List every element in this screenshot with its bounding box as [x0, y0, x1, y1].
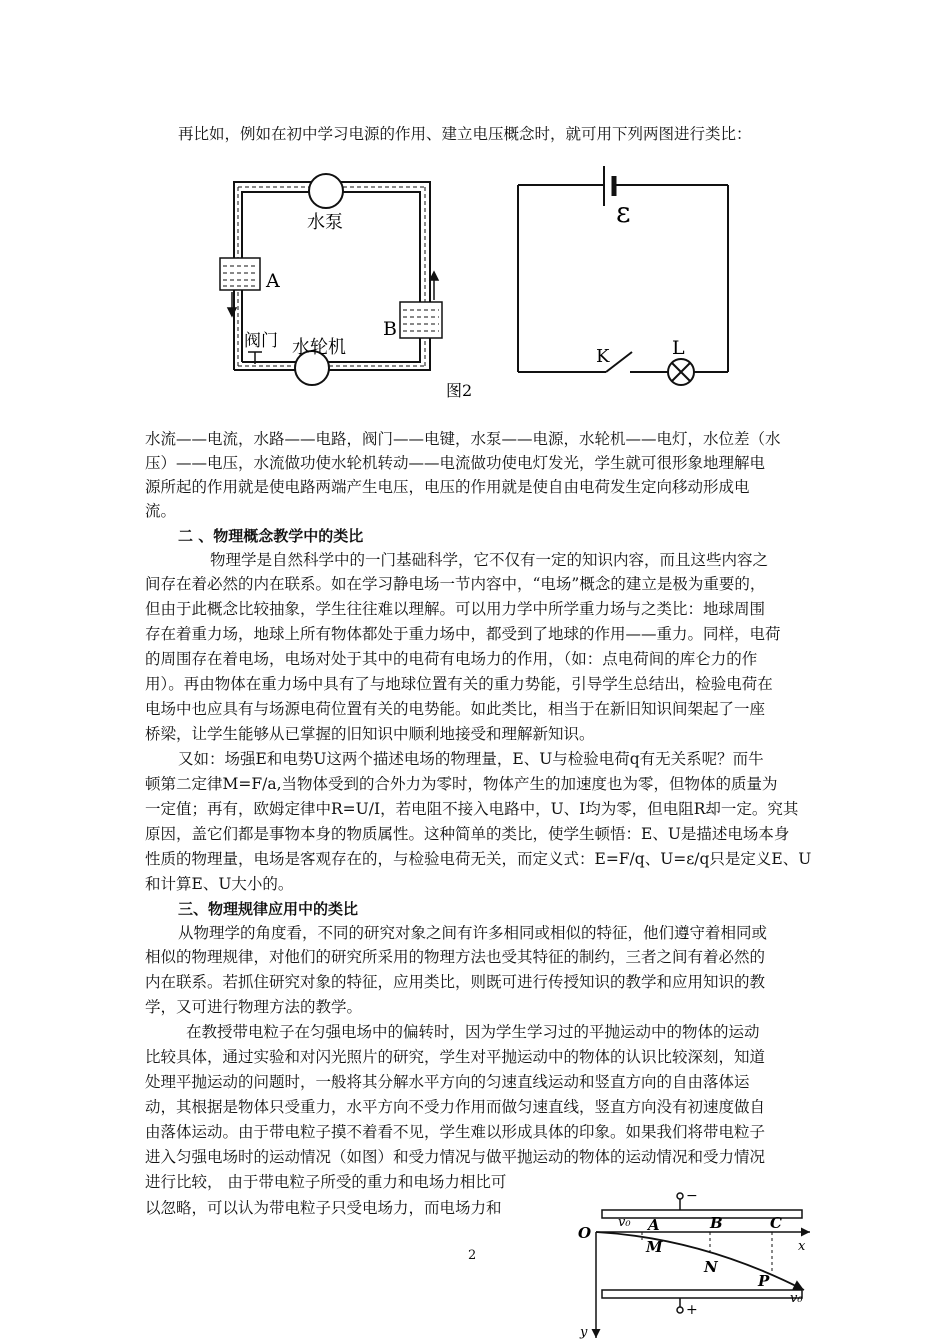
para5-line-6: 进入匀强电场时的运动情况（如图）和受力情况与做平抛运动的物体的运动情况和受力情况: [145, 1148, 766, 1166]
y-axis-label: y: [580, 1325, 588, 1340]
para5-line-4: 动，其根据是物体只受重力，水平方向不受力作用而做匀速直线，竖直方向没有初速度做自: [145, 1098, 766, 1116]
para3-line-3: 一定值；再有，欧姆定律中R=U/I，若电阻不接入电路中，U、I均为零，但电阻R却一定。究其: [145, 800, 799, 818]
para5-line-3: 处理平抛运动的问题时，一般将其分解水平方向的匀速直线运动和竖直方向的自由落体运: [145, 1073, 750, 1091]
para3-line-2: 顿第二定律M=F/a,当物体受到的合外力为零时，物体产生的加速度也为零，但物体的质量为: [145, 775, 778, 793]
para5-line-7: 进行比较， 由于带电粒子所受的重力和电场力相比可: [145, 1173, 507, 1191]
pump-label: 水泵: [307, 212, 343, 233]
para4-line-4: 学，又可进行物理方法的教学。: [145, 998, 363, 1016]
plate-plus-label: +: [686, 1302, 698, 1318]
emf-label: ε: [616, 196, 631, 229]
turbine-label: 水轮机: [292, 337, 346, 358]
lamp-symbol: [668, 359, 694, 385]
para3-line-4: 原因，盖它们都是事物本身的物质属性。这种简单的类比，使学生顿悟：E、U是描述电场本身: [145, 825, 790, 843]
particle-trajectory: [596, 1232, 804, 1290]
point-m-label: M: [646, 1238, 663, 1256]
point-a-label: A: [648, 1216, 660, 1234]
intro-text: 再比如，例如在初中学习电源的作用、建立电压概念时，就可用下列两图进行类比：: [178, 125, 752, 143]
lower-plate: [602, 1290, 802, 1298]
para2-line-7: 电场中也应具有与场源电荷位置有关的电势能。如此类比，相当于在新旧知识间架起了一座: [145, 700, 766, 718]
tank-a: [220, 258, 260, 290]
origin-label: O: [578, 1224, 592, 1242]
switch-label: K: [596, 346, 610, 367]
v0-label: v₀: [618, 1215, 631, 1230]
para5-line-2: 比较具体，通过实验和对闪光照片的研究，学生对平抛运动中的物体的认识比较深刻，知道: [145, 1048, 766, 1066]
valve-label: 阀门: [244, 331, 278, 351]
para5-line-5: 由落体运动。由于带电粒子摸不着看不见，学生难以形成具体的印象。如果我们将带电粒子: [145, 1123, 766, 1141]
battery-symbol: [604, 166, 614, 206]
point-n-label: N: [704, 1258, 718, 1276]
para3-line-1: 又如：场强E和电势U这两个描述电场的物理量，E、U与检验电荷q有无关系呢？而牛: [178, 750, 764, 768]
deflection-figure: [572, 1188, 842, 1344]
point-c-label: C: [770, 1214, 782, 1232]
para1-line-1: 水流——电流，水路——电路，阀门——电键，水泵——电源，水轮机——电灯，水位差（水: [145, 430, 781, 448]
para1-line-4: 流。: [145, 502, 177, 520]
lamp-label: L: [672, 337, 685, 359]
para1-line-3: 源所起的作用就是使电路两端产生电压，电压的作用就是使自由电荷发生定向移动形成电: [145, 478, 750, 496]
para2-line-8: 桥梁，让学生能够从已掌握的旧知识中顺利地接受和理解新知识。: [145, 725, 595, 743]
section-heading-2: 二 、物理概念教学中的类比: [178, 527, 364, 545]
para2-line-1: 物理学是自然科学中的一门基础科学，它不仅有一定的知识内容，而且这些内容之: [210, 551, 769, 569]
page-number: 2: [468, 1248, 477, 1263]
plate-minus-label: −: [686, 1188, 698, 1204]
point-b-label: B: [710, 1214, 723, 1232]
para2-line-3: 但由于此概念比较抽象，学生往往难以理解。可以用力学中所学重力场与之类比：地球周围: [145, 600, 766, 618]
para4-line-2: 相似的物理规律，对他们的研究所采用的物理方法也受其特征的制约，三者之间有着必然的: [145, 948, 766, 966]
pump-symbol: [309, 174, 343, 208]
section-heading-3: 三、物理规律应用中的类比: [178, 900, 359, 918]
para4-line-3: 内在联系。若抓住研究对象的特征，应用类比，则既可进行传授知识的教学和应用知识的教: [145, 973, 766, 991]
para2-line-4: 存在着重力场，地球上所有物体都处于重力场中，都受到了地球的作用——重力。同样，电荷: [145, 625, 781, 643]
flow-arrow-up: [430, 272, 438, 300]
para3-line-6: 和计算E、U大小的。: [145, 875, 294, 893]
water-circuit-figure: [212, 170, 482, 410]
v0-exit-label: v₀: [790, 1291, 803, 1306]
para4-line-1: 从物理学的角度看，不同的研究对象之间有许多相同或相似的特征，他们遵守着相同或: [178, 924, 768, 942]
para2-line-5: 的周围存在着电场，电场对处于其中的电荷有电场力的作用，（如：点电荷间的库仑力的作: [145, 650, 758, 668]
para2-line-6: 用）。再由物体在重力场中具有了与地球位置有关的重力势能，引导学生总结出，检验电荷在: [145, 675, 773, 693]
tank-b: [400, 302, 442, 338]
x-axis-label: x: [798, 1239, 806, 1254]
para1-line-2: 压）——电压，水流做功使水轮机转动——电流做功使电灯发光，学生就可很形象地理解电: [145, 454, 766, 472]
point-p-label: P: [758, 1272, 770, 1290]
tank-a-label: A: [266, 270, 280, 292]
electric-circuit-figure: [508, 160, 738, 390]
tank-b-label: B: [383, 318, 397, 340]
para5-line-8: 以忽略，可以认为带电粒子只受电场力，而电场力和: [145, 1199, 502, 1217]
figure-caption: 图2: [446, 381, 473, 400]
para3-line-5: 性质的物理量，电场是客观存在的，与检验电荷无关，而定义式：E=F/q、U=ε/q只是定义E、U: [145, 850, 812, 868]
switch-symbol: [606, 352, 632, 372]
para2-line-2: 间存在着必然的内在联系。如在学习静电场一节内容中，“电场”概念的建立是极为重要的，: [145, 575, 766, 593]
para5-line-1: 在教授带电粒子在匀强电场中的偏转时，因为学生学习过的平抛运动中的物体的运动: [186, 1023, 760, 1041]
